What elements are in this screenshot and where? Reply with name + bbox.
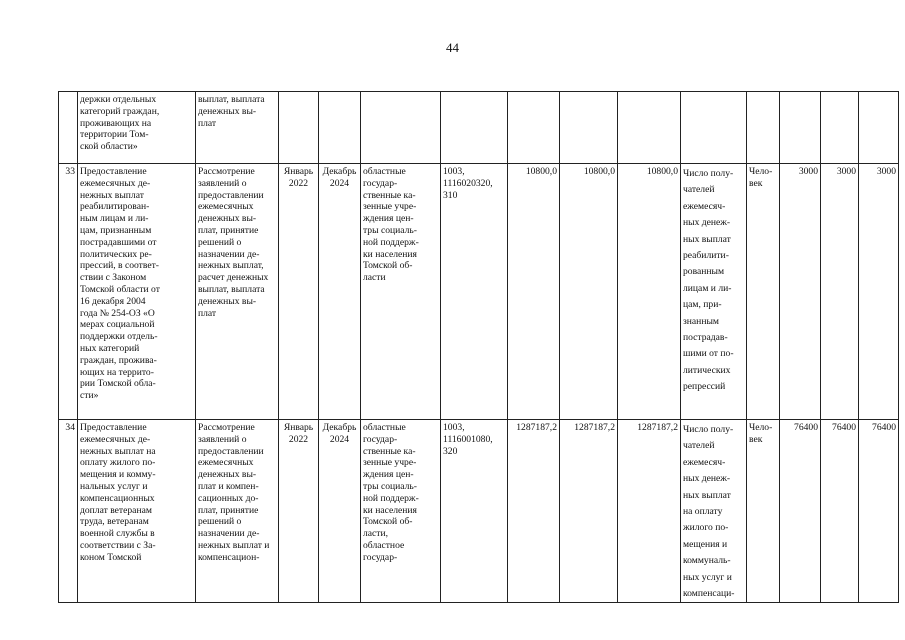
indicator-2023-cell: 76400 [821, 420, 859, 603]
indicator-2024-cell [859, 92, 899, 164]
measure-content-cell: выплат, выплата денежных вы- плат [196, 92, 279, 164]
table-row [59, 92, 899, 164]
unit-cell [747, 92, 780, 164]
unit-cell: Чело- век [747, 420, 780, 603]
start-date-cell [279, 92, 319, 164]
funding-2024-cell [618, 92, 681, 164]
indicator-name-cell: Число полу- чателей ежемесяч- ных денеж- ных выплат на оплату жилого по- мещения и коммуналь- ных услуг и компенсаци- [681, 420, 747, 603]
executor-cell: областные государ- ственные ка- зенные учре- ждения цен- тры социаль- ной поддерж- ки населения Томской об- ласти [361, 164, 441, 420]
funding-2022-cell [508, 92, 560, 164]
start-date-cell: Январь 2022 [279, 420, 319, 603]
indicator-name-cell [681, 92, 747, 164]
funding-2022-cell: 10800,0 [508, 164, 560, 420]
budget-code-cell [441, 92, 508, 164]
table-row [59, 164, 899, 420]
indicator-2024-cell: 3000 [859, 164, 899, 420]
indicator-2022-cell: 3000 [780, 164, 821, 420]
executor-cell: областные государ- ственные ка- зенные учре- ждения цен- тры социаль- ной поддерж- ки населения Томской об- ласти, областное государ- [361, 420, 441, 603]
indicator-2022-cell [780, 92, 821, 164]
indicator-2022-cell: 76400 [780, 420, 821, 603]
row-number-cell: 33 [59, 164, 78, 420]
funding-2023-cell: 1287187,2 [560, 420, 618, 603]
program-measures-table [58, 91, 899, 603]
budget-code-cell: 1003, 1116020320, 310 [441, 164, 508, 420]
funding-2024-cell: 10800,0 [618, 164, 681, 420]
end-date-cell [319, 92, 361, 164]
unit-cell: Чело- век [747, 164, 780, 420]
funding-2024-cell: 1287187,2 [618, 420, 681, 603]
funding-2023-cell: 10800,0 [560, 164, 618, 420]
row-number-cell: 34 [59, 420, 78, 603]
table-row [59, 420, 899, 603]
end-date-cell: Декабрь 2024 [319, 420, 361, 603]
funding-2023-cell [560, 92, 618, 164]
budget-code-cell: 1003, 1116001080, 320 [441, 420, 508, 603]
funding-2022-cell: 1287187,2 [508, 420, 560, 603]
page-number: 44 [446, 40, 459, 55]
start-date-cell: Январь 2022 [279, 164, 319, 420]
end-date-cell: Декабрь 2024 [319, 164, 361, 420]
measure-name-cell: Предоставление ежемесячных де- нежных выплат на оплату жилого по- мещения и комму- нальных услуг и компенсационных доплат ветеранам труда, ветеранам военной службы в соответствии с За- коном Томской [78, 420, 196, 603]
indicator-name-cell: Число полу- чателей ежемесяч- ных денеж- ных выплат реабилити- рованным лицам и ли- цам, при- знанным пострадав- шими от по- литических репрессий [681, 164, 747, 420]
measure-name-cell: Предоставление ежемесячных де- нежных выплат реабилитирован- ным лицам и ли- цам, признанным пострадавшими от политических ре- прессий, в соответ- ствии с Законом Томской области от 16 декабря 2004 года № 254-ОЗ «О мерах социальной поддержки отдель- ных категорий граждан, прожива- ющих на террито- рии Томской обла- сти» [78, 164, 196, 420]
row-number-cell [59, 92, 78, 164]
measure-content-cell: Рассмотрение заявлений о предоставлении ежемесячных денежных вы- плат и компен- сационных до- плат, принятие решений о назначении де- нежных выплат и компенсацион- [196, 420, 279, 603]
indicator-2023-cell [821, 92, 859, 164]
measure-name-cell: держки отдельных категорий граждан, проживающих на территории Том- ской области» [78, 92, 196, 164]
executor-cell [361, 92, 441, 164]
measure-content-cell: Рассмотрение заявлений о предоставлении ежемесячных денежных вы- плат, принятие решений о назначении де- нежных выплат, расчет денежных выплат, выплата денежных вы- плат [196, 164, 279, 420]
indicator-2023-cell: 3000 [821, 164, 859, 420]
indicator-2024-cell: 76400 [859, 420, 899, 603]
